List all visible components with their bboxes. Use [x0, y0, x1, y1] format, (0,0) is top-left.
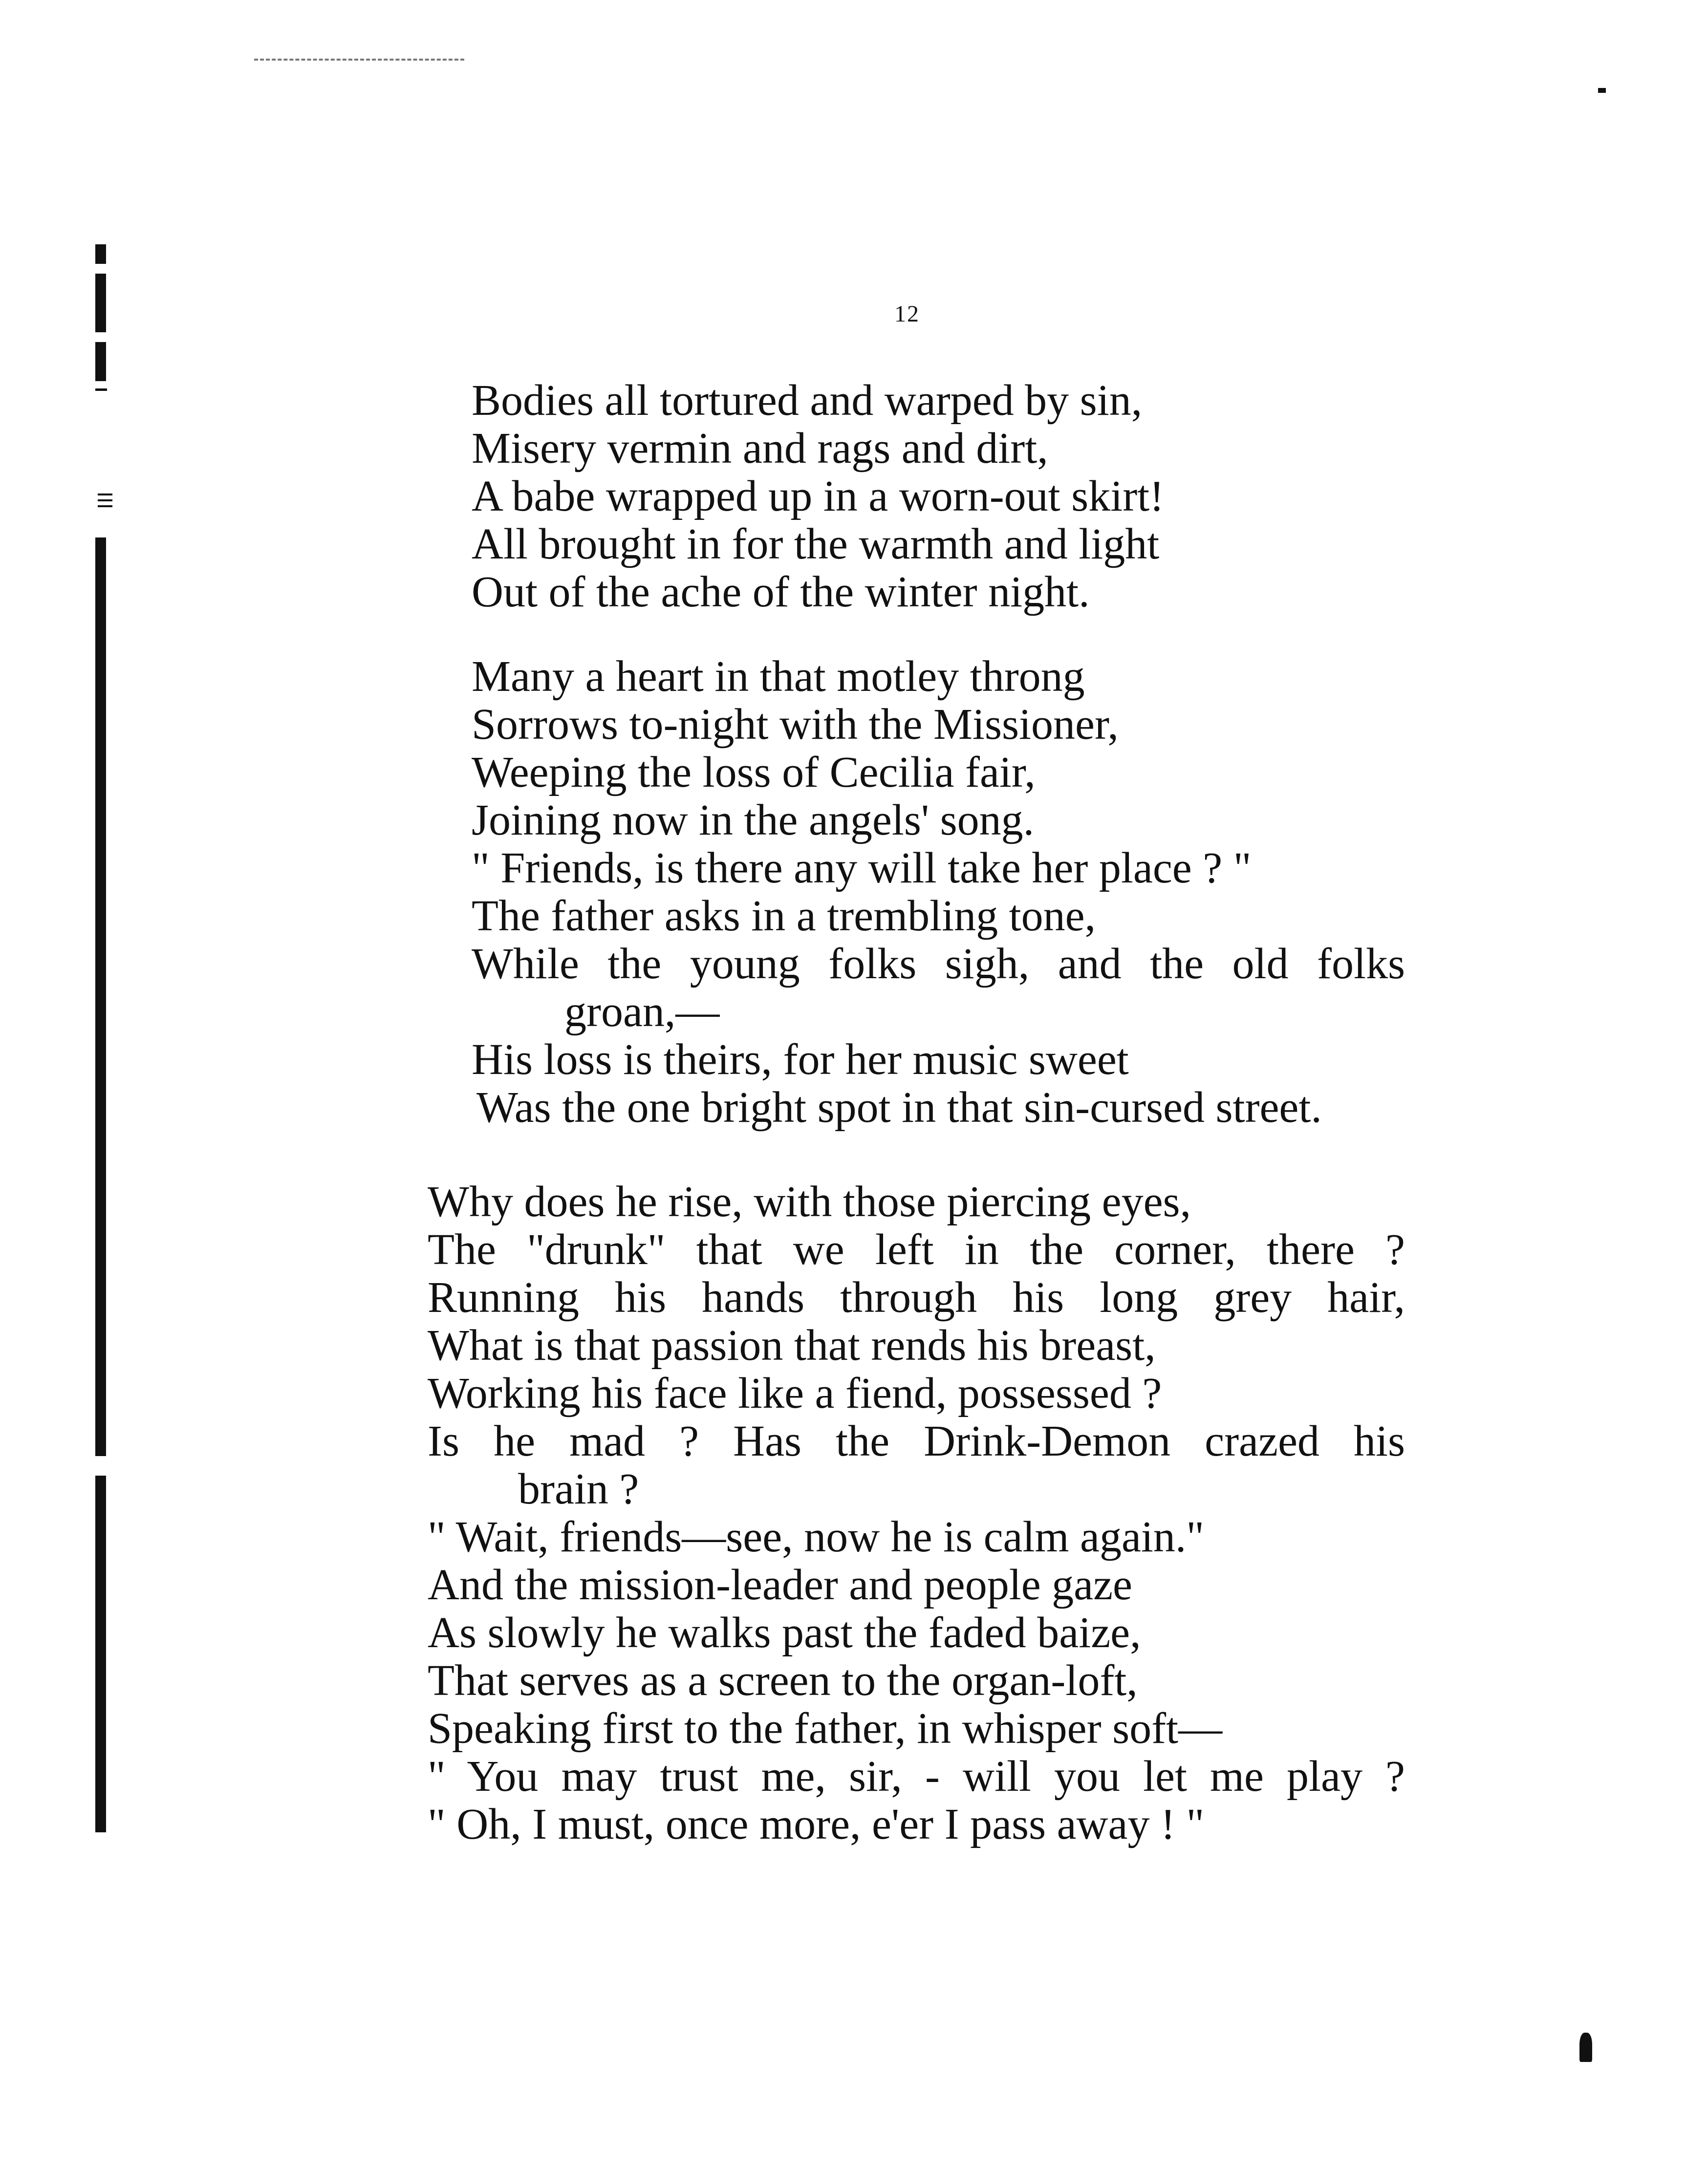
poem-line: " Oh, I must, once more, e'er I pass away ! " [428, 1800, 1205, 1848]
poem-line: Running his hands through his long grey hair, [428, 1273, 1405, 1322]
poem-line: " You may trust me, sir, - will you let me play ? [428, 1752, 1405, 1801]
poem-line: Bodies all tortured and warped by sin, [472, 376, 1143, 425]
poem-line: Misery vermin and rags and dirt, [472, 424, 1048, 472]
poem-line: All brought in for the warmth and light [472, 520, 1160, 568]
scan-artifact-left-lines [98, 494, 112, 495]
poem-line: Joining now in the angels' song. [472, 796, 1035, 844]
scan-artifact-left-long-bar [95, 537, 106, 1456]
poem-line: brain ? [518, 1465, 639, 1513]
scan-artifact-bottom-right-blot [1579, 2033, 1592, 2062]
scan-artifact-left-bottom-bar [95, 1476, 106, 1832]
scan-artifact-left-bar-2 [95, 274, 106, 332]
poem-line: Was the one bright spot in that sin-cursed street. [476, 1083, 1322, 1132]
poem-line: Sorrows to-night with the Missioner, [472, 700, 1119, 749]
poem-line: Speaking first to the father, in whisper soft— [428, 1704, 1223, 1753]
scan-artifact-left-tick [95, 388, 107, 391]
page-number: 12 [894, 301, 920, 327]
poem-line: While the young folks sigh, and the old folks [472, 940, 1405, 988]
poem-line: Out of the ache of the winter night. [472, 568, 1090, 616]
scan-artifact-left-bar-3 [95, 342, 106, 381]
poem-line: " Friends, is there any will take her place ? " [472, 844, 1252, 892]
poem-line: His loss is theirs, for her music sweet [472, 1035, 1129, 1084]
poem-line: What is that passion that rends his breast, [428, 1321, 1156, 1370]
poem-line: The father asks in a trembling tone, [472, 892, 1096, 940]
poem-line: A babe wrapped up in a worn-out skirt! [472, 472, 1165, 520]
poem-line: Many a heart in that motley throng [472, 652, 1085, 701]
poem-line: Why does he rise, with those piercing eyes, [428, 1178, 1191, 1226]
poem-line: Working his face like a fiend, possessed ? [428, 1369, 1162, 1417]
poem-line: The "drunk" that we left in the corner, there ? [428, 1225, 1405, 1274]
poem-line: As slowly he walks past the faded baize, [428, 1609, 1141, 1657]
scan-artifact-right-mark [1598, 88, 1606, 93]
poem-line: That serves as a screen to the organ-loft, [428, 1656, 1138, 1705]
scan-artifact-top-rule [254, 59, 464, 61]
poem-line: " Wait, friends—see, now he is calm again." [428, 1513, 1205, 1561]
poem-line: Is he mad ? Has the Drink-Demon crazed his [428, 1417, 1405, 1465]
poem-line: And the mission-leader and people gaze [428, 1561, 1132, 1609]
poem-line: groan,— [564, 987, 720, 1036]
scan-artifact-left-bar-1 [95, 244, 106, 264]
poem-line: Weeping the loss of Cecilia fair, [472, 748, 1036, 796]
